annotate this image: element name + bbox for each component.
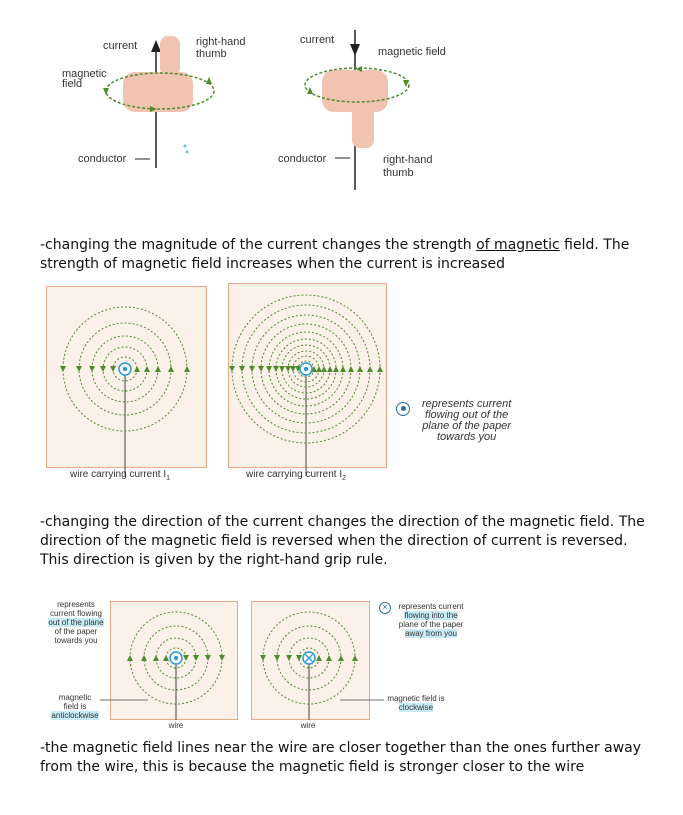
- out-of-plane-note: represents current flowing out of the plane of the paper towards you: [48, 600, 104, 645]
- label-wire-i2: wire carrying current $I_2$: [246, 469, 347, 482]
- right-field-arrow-icon-2: [403, 80, 409, 87]
- right-conductor-label: conductor: [278, 153, 327, 165]
- paragraph-magnitude-part1: -changing the magnitude of the current changes the strength: [40, 237, 477, 253]
- left-thumb-icon: [160, 36, 180, 76]
- out-of-page-legend: represents current flowing out of the plane of the paper towards you: [422, 398, 512, 443]
- paragraph-field-density: -the magnetic field lines near the wire are closer together than the ones further away from the wire, this is because the magnetic field is stronger closer to the wire: [40, 740, 642, 775]
- panel-clockwise: [251, 601, 370, 720]
- left-thumb-label-1: right-hand: [196, 36, 246, 48]
- out-of-page-legend-icon: [396, 402, 410, 416]
- left-field-label-1: magnetic: [62, 68, 107, 80]
- panel-current-i1: [46, 286, 207, 468]
- right-field-label: magnetic field: [378, 46, 446, 58]
- right-current-arrow-icon: [350, 44, 360, 56]
- left-current-arrow-icon: [151, 40, 161, 52]
- right-fist-icon: [322, 70, 388, 112]
- paragraph-magnitude-part3: field. The strength of magnetic field increases when the current is increased: [40, 237, 630, 272]
- panel-current-i2: [228, 283, 387, 468]
- right-thumb-icon: [352, 106, 374, 148]
- left-field-arrow-icon: [103, 88, 109, 95]
- label-wire-i1: wire carrying current $I_1$: [70, 469, 171, 482]
- left-field-label-2: field: [62, 78, 83, 90]
- into-page-legend-icon: ×: [379, 602, 391, 614]
- left-conductor-label: conductor: [78, 153, 127, 165]
- paragraph-magnitude-underlined: of magnetic: [476, 237, 560, 253]
- right-thumb-label-2: thumb: [383, 167, 414, 179]
- wire-label-right: wire: [300, 721, 316, 730]
- right-thumb-label-1: right-hand: [383, 154, 433, 166]
- clockwise-note: magnetic field is clockwise: [387, 694, 445, 712]
- left-thumb-label-2: thumb: [196, 48, 227, 60]
- into-plane-note: represents current flowing into the plane of the paper away from you: [398, 602, 464, 638]
- anticlockwise-note: magnetic field is anticlockwise: [51, 693, 99, 720]
- panel-anticlockwise: [110, 601, 238, 720]
- paragraph-direction: -changing the direction of the current changes the direction of the magnetic field. The direction of the magnetic field is reversed when the direction of current is reversed. This direction is given by the right-hand grip rule.: [40, 514, 645, 568]
- right-current-label: current: [300, 34, 335, 46]
- paragraph-magnitude: [40, 236, 650, 274]
- left-current-label: current: [103, 40, 138, 52]
- wire-label-left: wire: [168, 721, 184, 730]
- right-field-arrow-icon: [307, 87, 313, 94]
- left-field-arrow-icon-2: [206, 77, 212, 84]
- grip-diagram-graphics: [0, 0, 683, 200]
